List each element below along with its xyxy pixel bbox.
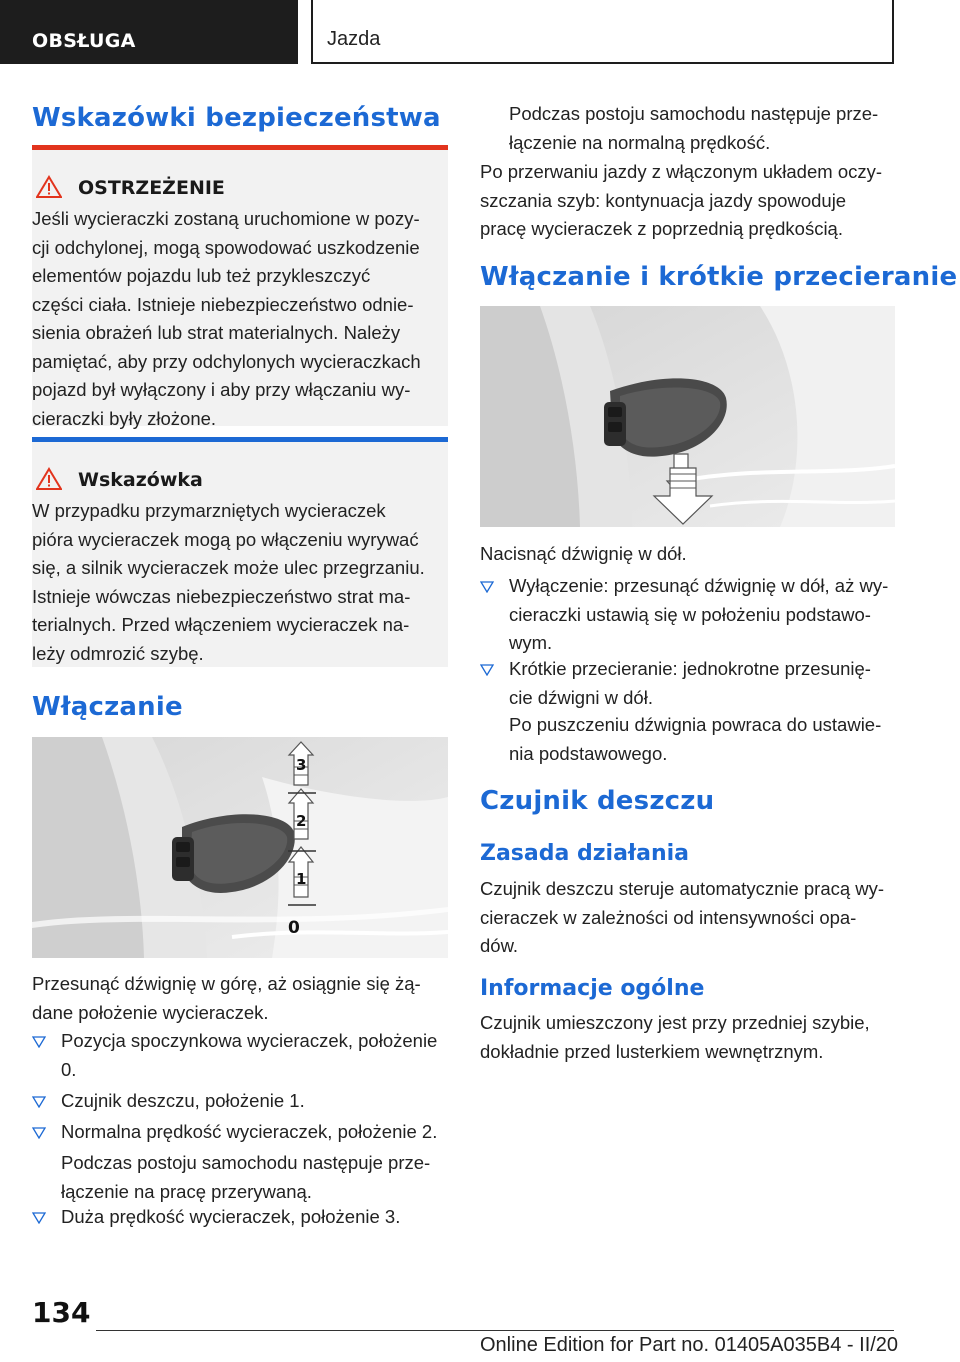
text-line: 0. <box>61 1058 77 1080</box>
text-line: Czujnik umieszczony jest przy przedniej szybie, <box>480 1012 870 1033</box>
note-line: pióra wycieraczek mogą po włączeniu wyrywać <box>32 528 419 550</box>
heading-principle: Zasada działania <box>480 841 689 866</box>
text-line: Czujnik deszczu, położenie 1. <box>61 1090 305 1111</box>
warning-line: cieraczki były złożone. <box>32 407 217 429</box>
bullet-triangle-icon <box>480 581 494 593</box>
warning-line: Jeśli wycieraczki zostaną uruchomione w pozy‐ <box>32 208 420 229</box>
chapter-title: Jazda <box>327 28 381 50</box>
text-line: łączenie na normalną prędkość. <box>509 131 771 153</box>
heading-safety: Wskazówki bezpieczeństwa <box>32 103 441 133</box>
heading-switch-on: Włączanie <box>32 692 183 722</box>
section-title: OBSŁUGA <box>32 30 136 52</box>
note-title: Wskazówka <box>78 469 203 491</box>
list-item <box>32 1203 448 1233</box>
text-line: Pozycja spoczynkowa wycieraczek, położenie <box>61 1030 438 1051</box>
wiper-lever-down-illustration <box>480 306 895 527</box>
text-line: Wyłączenie: przesunąć dźwignię w dół, aż wy‐ <box>509 575 889 596</box>
position-1-label: 1 <box>296 870 307 888</box>
text-line: dów. <box>480 935 519 956</box>
warning-triangle-icon <box>36 467 62 491</box>
list-item <box>480 655 900 715</box>
note-text <box>32 497 442 668</box>
note-box <box>32 437 448 667</box>
text-line: Po puszczeniu dźwignia powraca do ustawie‐ <box>509 714 882 735</box>
text-line: łączenie na pracę przerywaną. <box>61 1180 312 1202</box>
position-0-label: 0 <box>288 918 300 938</box>
text-line: dokładnie przed lusterkiem wewnętrznym. <box>480 1040 824 1062</box>
warning-line: części ciała. Istnieje niebezpieczeństwo odnie‐ <box>32 293 414 315</box>
warning-box <box>32 145 448 429</box>
text-line: Czujnik deszczu steruje automatycznie pracą wy‐ <box>480 878 885 899</box>
warning-line: elementów pojazdu lub też przykleszczyć <box>32 265 371 286</box>
sub-paragraph <box>509 711 904 768</box>
list-item <box>32 1118 448 1148</box>
press-instruction: Nacisnąć dźwignię w dół. <box>480 543 687 564</box>
text-line: pracę wycieraczek z poprzednią prędkością. <box>480 218 843 239</box>
edition-info: Online Edition for Part no. 01405A035B4 - II/20 <box>480 1334 899 1356</box>
text-line: Normalna prędkość wycieraczek, położenie 2. <box>61 1121 438 1142</box>
heading-rain-sensor: Czujnik deszczu <box>480 786 715 816</box>
warning-title: OSTRZEŻENIE <box>78 177 225 199</box>
text-line: wym. <box>509 632 553 653</box>
heading-short-wipe: Włączanie i krótkie przecieranie <box>480 262 958 292</box>
continued-paragraph <box>509 100 899 157</box>
note-line: Istnieje wówczas niebezpieczeństwo strat ma‐ <box>32 585 411 607</box>
general-paragraph <box>480 1009 900 1066</box>
text-line: Duża prędkość wycieraczek, położenie 3. <box>61 1206 401 1227</box>
position-2-label: 2 <box>296 812 307 830</box>
warning-line: pojazd był wyłączony i aby przy włączaniu wy‐ <box>32 379 411 400</box>
position-3-label: 3 <box>296 756 307 774</box>
list-item <box>480 572 900 660</box>
note-line: się, a silnik wycieraczek może ulec przegrzaniu. <box>32 557 425 578</box>
warning-line: pamiętać, aby przy odchylonych wycieraczkach <box>32 350 421 372</box>
paragraph <box>480 158 900 244</box>
heading-general-info: Informacje ogólne <box>480 976 705 1001</box>
text-line: cieraczek w zależności od intensywności opa‐ <box>480 906 857 928</box>
wiper-lever-illustration <box>32 737 448 958</box>
note-line: leży odmrozić szybę. <box>32 642 204 664</box>
text-line: nia podstawowego. <box>509 742 668 764</box>
text-line: szczania szyb: kontynuacja jazdy spowoduje <box>480 189 847 211</box>
text-line: dane położenie wycieraczek. <box>32 1001 269 1023</box>
principle-paragraph <box>480 875 900 961</box>
sub-paragraph <box>61 1149 451 1206</box>
text-line: Przesunąć dźwignię w górę, aż osiągnie się żą‐ <box>32 973 421 994</box>
footer-divider <box>96 1330 894 1331</box>
section-tab <box>0 0 298 64</box>
bullet-triangle-icon <box>32 1096 46 1108</box>
page-number: 134 <box>32 1296 91 1329</box>
text-line: Po przerwaniu jazdy z włączonym układem oczy‐ <box>480 161 883 182</box>
note-line: terialnych. Przed włączeniem wycieraczek na‐ <box>32 614 410 635</box>
list-item <box>32 1027 448 1087</box>
bullet-triangle-icon <box>32 1036 46 1048</box>
text-line: Podczas postoju samochodu następuje prze‐ <box>61 1152 431 1173</box>
switch-intro <box>32 970 448 1027</box>
warning-line: cji odchylonej, mogą spowodować uszkodzenie <box>32 236 420 258</box>
bullet-triangle-icon <box>32 1127 46 1139</box>
bullet-triangle-icon <box>32 1212 46 1224</box>
text-line: Krótkie przecieranie: jednokrotne przesunię‐ <box>509 658 871 679</box>
text-line: cie dźwigni w dół. <box>509 686 653 708</box>
text-line: Podczas postoju samochodu następuje prze‐ <box>509 103 879 124</box>
list-item <box>32 1087 448 1117</box>
warning-line: sienia obrażeń lub strat materialnych. Należy <box>32 322 401 343</box>
chapter-tab <box>311 0 894 64</box>
text-line: cieraczki ustawią się w położeniu podstawo‐ <box>509 603 871 625</box>
bullet-triangle-icon <box>480 664 494 676</box>
warning-text <box>32 205 442 433</box>
note-line: W przypadku przymarzniętych wycieraczek <box>32 500 386 521</box>
warning-triangle-icon <box>36 175 62 199</box>
